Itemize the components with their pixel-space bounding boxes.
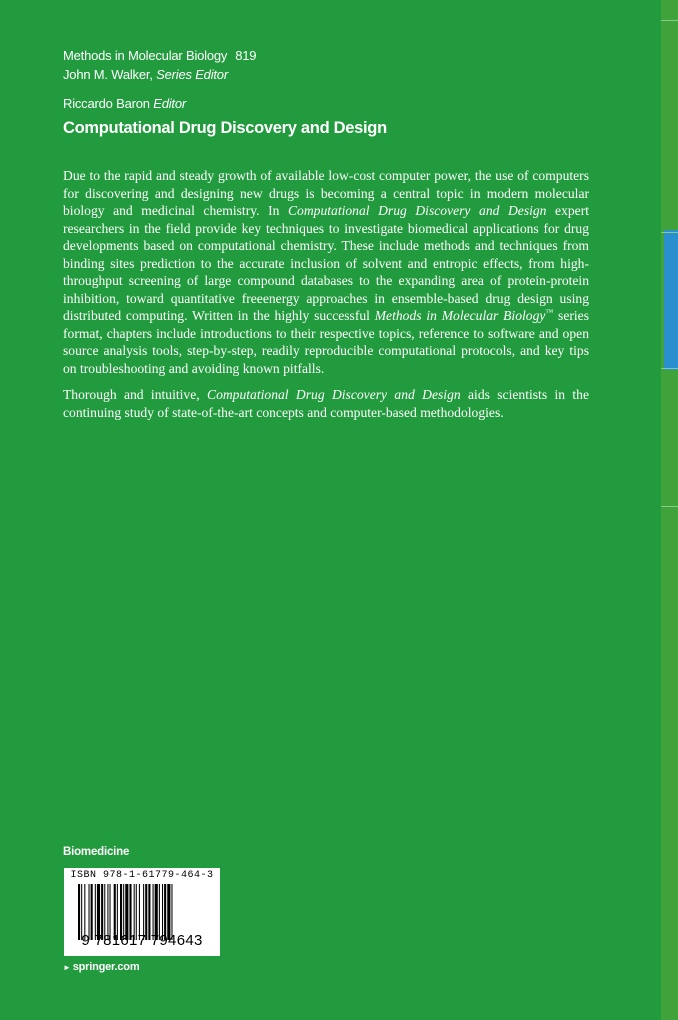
spine-edge: [661, 0, 678, 1020]
book-editor-role: Editor: [153, 96, 186, 111]
trademark-symbol: ™: [545, 307, 554, 317]
series-editor-line: [63, 66, 228, 84]
description-text: Thorough and intuitive,: [63, 387, 207, 402]
isbn-barcode: [64, 868, 220, 956]
series-name: Methods in Molecular Biology: [63, 48, 228, 63]
series-line: [63, 47, 256, 65]
description-text: series format, chapters include introductions to their respective topics, reference to software and open source analysis tools, step-by-step, readily reproducible computational protocols, and key tips on troubleshooting and avoiding known pitfalls.: [63, 308, 589, 376]
description-paragraph-2: [63, 386, 589, 421]
spine-divider: [661, 506, 678, 507]
book-description: [63, 167, 589, 430]
publisher-url: springer.com: [72, 961, 140, 973]
series-editor-name: John M. Walker,: [63, 67, 153, 82]
subject-category: Biomedicine: [63, 846, 130, 858]
spine-divider: [661, 20, 678, 21]
description-title-ref: Computational Drug Discovery and Design: [207, 387, 461, 402]
description-paragraph-1: [63, 167, 589, 377]
description-text: Due to the rapid and steady growth of available low-cost computer power, the use of computers for discovering and designing new drugs is becoming a central topic in modern molecular biology and medicinal chemistry. In: [63, 168, 589, 218]
barcode-digits: 9 781617 794643: [81, 932, 203, 949]
description-text: expert researchers in the field provide key techniques to investigate biomedical applications for drug developments based on computational chemistry. These include methods and techniques from binding sites prediction to the accurate inclusion of solvent and entropic effects, from high-throughput screening of large compound databases to the expanding area of protein-protein inhibition, toward quantitative freeenergy approaches in ensemble-based drug design using distributed computing. Written in the highly successful: [63, 203, 590, 323]
description-text: aids scientists in the continuing study of state-of-the-art concepts and computer-based methodologies.: [63, 387, 589, 420]
description-title-ref: Computational Drug Discovery and Design: [287, 203, 547, 218]
book-editor-line: [63, 95, 186, 113]
series-editor-role: Series Editor: [156, 67, 228, 82]
publisher-website[interactable]: [63, 961, 139, 973]
arrow-icon: ►: [63, 963, 71, 972]
series-volume: 819: [235, 48, 257, 63]
spine-divider: [661, 368, 678, 369]
spine-divider: [661, 232, 678, 233]
isbn-number: ISBN 978-1-61779-464-3: [70, 870, 214, 881]
description-series-ref: Methods in Molecular Biology: [374, 308, 546, 323]
book-title: Computational Drug Discovery and Design: [63, 119, 387, 137]
book-editor-name: Riccardo Baron: [63, 96, 150, 111]
spine-blue-highlight: [664, 230, 678, 370]
